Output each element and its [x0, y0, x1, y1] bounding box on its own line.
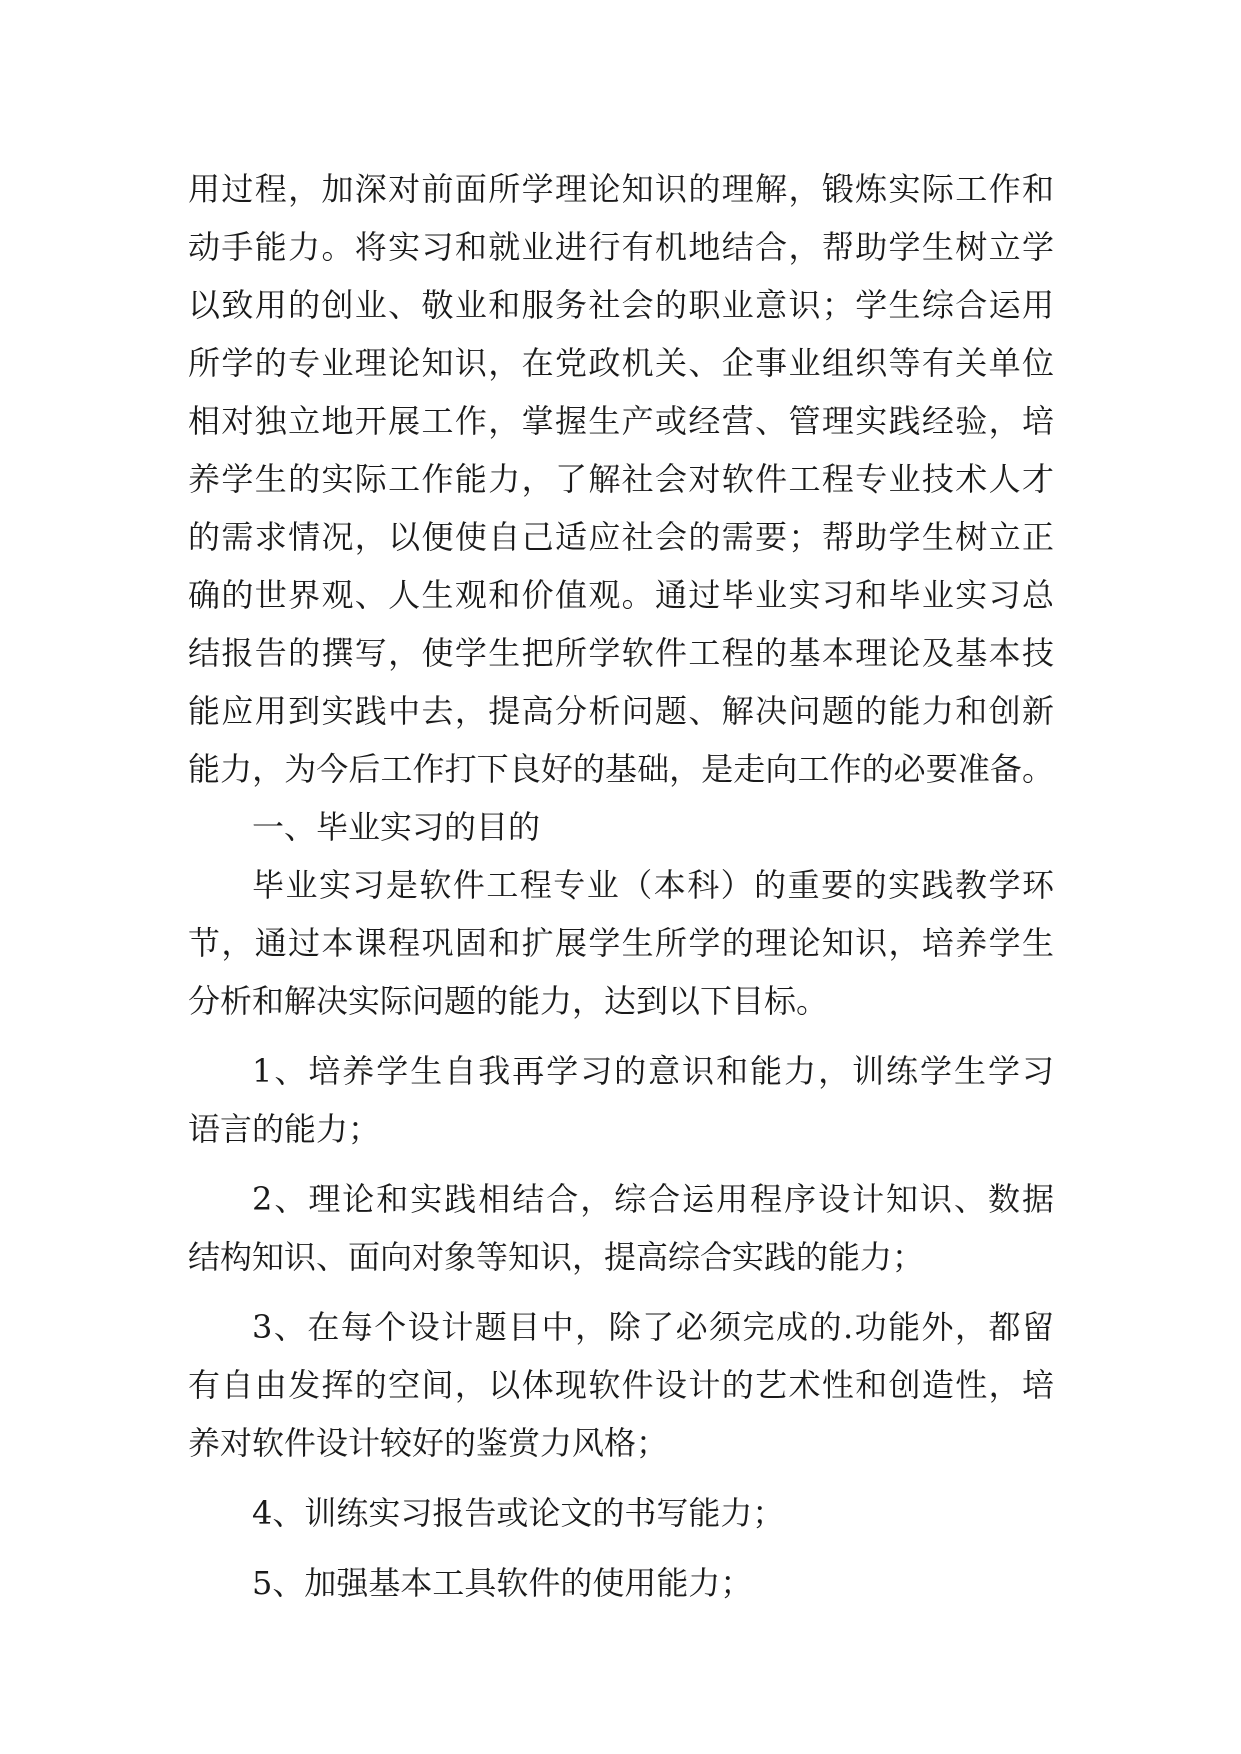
- paragraph-line: 所学的专业理论知识，在党政机关、企事业组织等有关单位: [188, 344, 1054, 382]
- paragraph-line: 确的世界观、人生观和价值观。通过毕业实习和毕业实习总: [188, 576, 1054, 614]
- paragraph-line: 分析和解决实际问题的能力，达到以下目标。: [188, 982, 829, 1020]
- paragraph-line: 结报告的撰写，使学生把所学软件工程的基本理论及基本技: [188, 634, 1054, 672]
- goal-line: 1、培养学生自我再学习的意识和能力，训练学生学习: [252, 1052, 1054, 1090]
- goal-line: 3、在每个设计题目中，除了必须完成的.功能外，都留: [252, 1308, 1054, 1346]
- goal-line: 语言的能力；: [188, 1110, 381, 1148]
- paragraph-line: 以致用的创业、敬业和服务社会的职业意识；学生综合运用: [188, 286, 1054, 324]
- goal-item-3: [188, 1298, 1054, 1472]
- section-heading: 一、毕业实习的目的: [252, 808, 541, 846]
- goal-item-5: [188, 1554, 1054, 1612]
- goal-line: 有自由发挥的空间，以体现软件设计的艺术性和创造性，培: [188, 1366, 1054, 1404]
- intro-paragraph: [188, 160, 1054, 798]
- goal-item-2: [188, 1170, 1054, 1286]
- document-body: [188, 160, 1054, 1612]
- paragraph-line: 能力，为今后工作打下良好的基础，是走向工作的必要准备。: [188, 750, 1054, 788]
- goal-line: 结构知识、面向对象等知识，提高综合实践的能力；: [188, 1238, 925, 1276]
- goal-line: 5、加强基本工具软件的使用能力；: [252, 1564, 753, 1602]
- paragraph-line: 用过程，加深对前面所学理论知识的理解，锻炼实际工作和: [188, 170, 1054, 208]
- paragraph-line: 动手能力。将实习和就业进行有机地结合，帮助学生树立学: [188, 228, 1054, 266]
- goal-line: 4、训练实习报告或论文的书写能力；: [252, 1494, 785, 1532]
- paragraph-line: 毕业实习是软件工程专业（本科）的重要的实践教学环: [252, 866, 1054, 904]
- goal-item-4: [188, 1484, 1054, 1542]
- goal-item-1: [188, 1042, 1054, 1158]
- paragraph-line: 养学生的实际工作能力，了解社会对软件工程专业技术人才: [188, 460, 1054, 498]
- goal-line: 2、理论和实践相结合，综合运用程序设计知识、数据: [252, 1180, 1054, 1218]
- goal-line: 养对软件设计较好的鉴赏力风格；: [188, 1424, 669, 1462]
- paragraph-line: 的需求情况，以便使自己适应社会的需要；帮助学生树立正: [188, 518, 1054, 556]
- paragraph-line: 相对独立地开展工作，掌握生产或经营、管理实践经验，培: [188, 402, 1054, 440]
- purpose-paragraph: [188, 856, 1054, 1030]
- paragraph-line: 节，通过本课程巩固和扩展学生所学的理论知识，培养学生: [188, 924, 1054, 962]
- paragraph-line: 能应用到实践中去，提高分析问题、解决问题的能力和创新: [188, 692, 1054, 730]
